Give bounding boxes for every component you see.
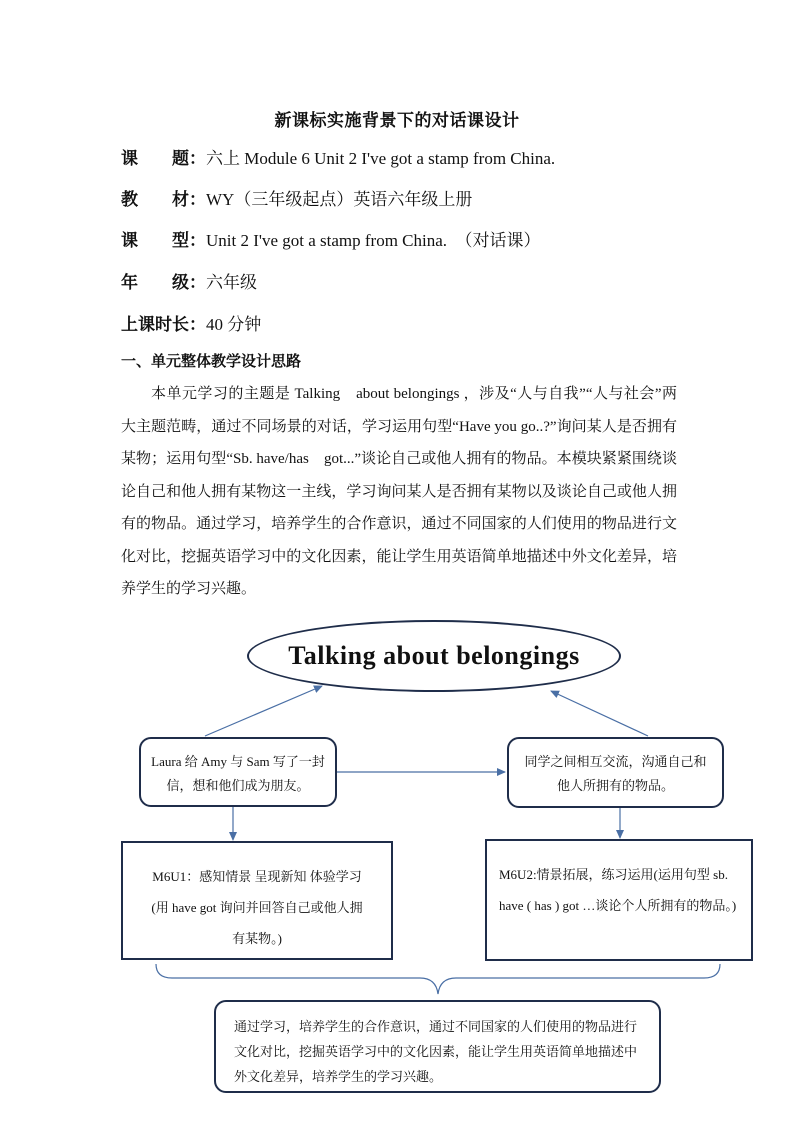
arrow-left-to-topic [205,686,322,736]
info-value-topic: 六上 Module 6 Unit 2 I've got a stamp from China. [206,149,556,168]
info-value-grade: 六年级 [206,273,257,292]
info-row-textbook [121,189,472,211]
info-label-lesson-type: 课 型： [121,231,206,251]
summary-text: 通过学习，培养学生的合作意识，通过不同国家的人们使用的物品进行文化对比，挖掘英语学习中的文化因素，能让学生用英语简单地描述中外文化差异，培养学生的学习兴趣。 [234,1019,638,1084]
info-value-textbook: WY（三年级起点）英语六年级上册 [206,190,473,209]
left-lesson-box [121,841,393,960]
summary-box [214,1000,661,1093]
curly-brace [156,964,720,994]
right-context-text: 同学之间相互交流，沟通自己和他人所拥有的物品。 [524,754,707,793]
body-paragraph: 本单元学习的主题是 Talking about belongings ，涉及“人与自我”“人与社会”两大主题范畴，通过不同场景的对话，学习运用句型“Have you go..?”询问某人是否拥有某物；运用句型“Sb. have/has got...”谈论自己或他人拥有的物品。本模块紧紧围绕谈论自己和他人拥有某物这一主线，学习询问某人是否拥有某物以及谈论自己或他人拥有的物品。通过学习，培养学生的合作意识，通过不同国家的人们使用的物品进行文化对比，挖掘英语学习中的文化因素，能让学生用英语简单地描述中外文化差异，培养学生的学习兴趣。 [121,386,677,597]
right-lesson-box [485,839,753,961]
info-label-duration: 上课时长： [121,315,206,335]
info-label-topic: 课 题： [121,149,206,169]
section-heading: 一、单元整体教学设计思路 [121,352,302,370]
info-row-lesson-type [121,230,541,252]
document-title: 新课标实施背景下的对话课设计 [274,111,520,131]
info-row-grade [121,272,257,294]
topic-ellipse: Talking about belongings [247,620,621,692]
info-label-textbook: 教 材： [121,190,206,210]
info-value-lesson-type: Unit 2 I've got a stamp from China. （对话课） [206,231,541,250]
arrow-right-to-topic [551,691,648,736]
left-context-text: Laura 给 Amy 与 Sam 写了一封信，想和他们成为朋友。 [151,754,325,793]
info-label-grade: 年 级： [121,273,206,293]
left-lesson-text: M6U1：感知情景 呈现新知 体验学习(用 have got 询问并回答自己或他人拥有某物。) [151,869,363,946]
info-value-duration: 40 分钟 [206,315,262,334]
info-row-duration [121,314,261,336]
left-context-box [139,737,337,807]
right-context-box [507,737,724,808]
right-lesson-text: M6U2:情景拓展，练习运用(运用句型 sb. have ( has ) got …谈论个人所拥有的物品。) [499,867,737,913]
info-row-topic [121,148,555,170]
